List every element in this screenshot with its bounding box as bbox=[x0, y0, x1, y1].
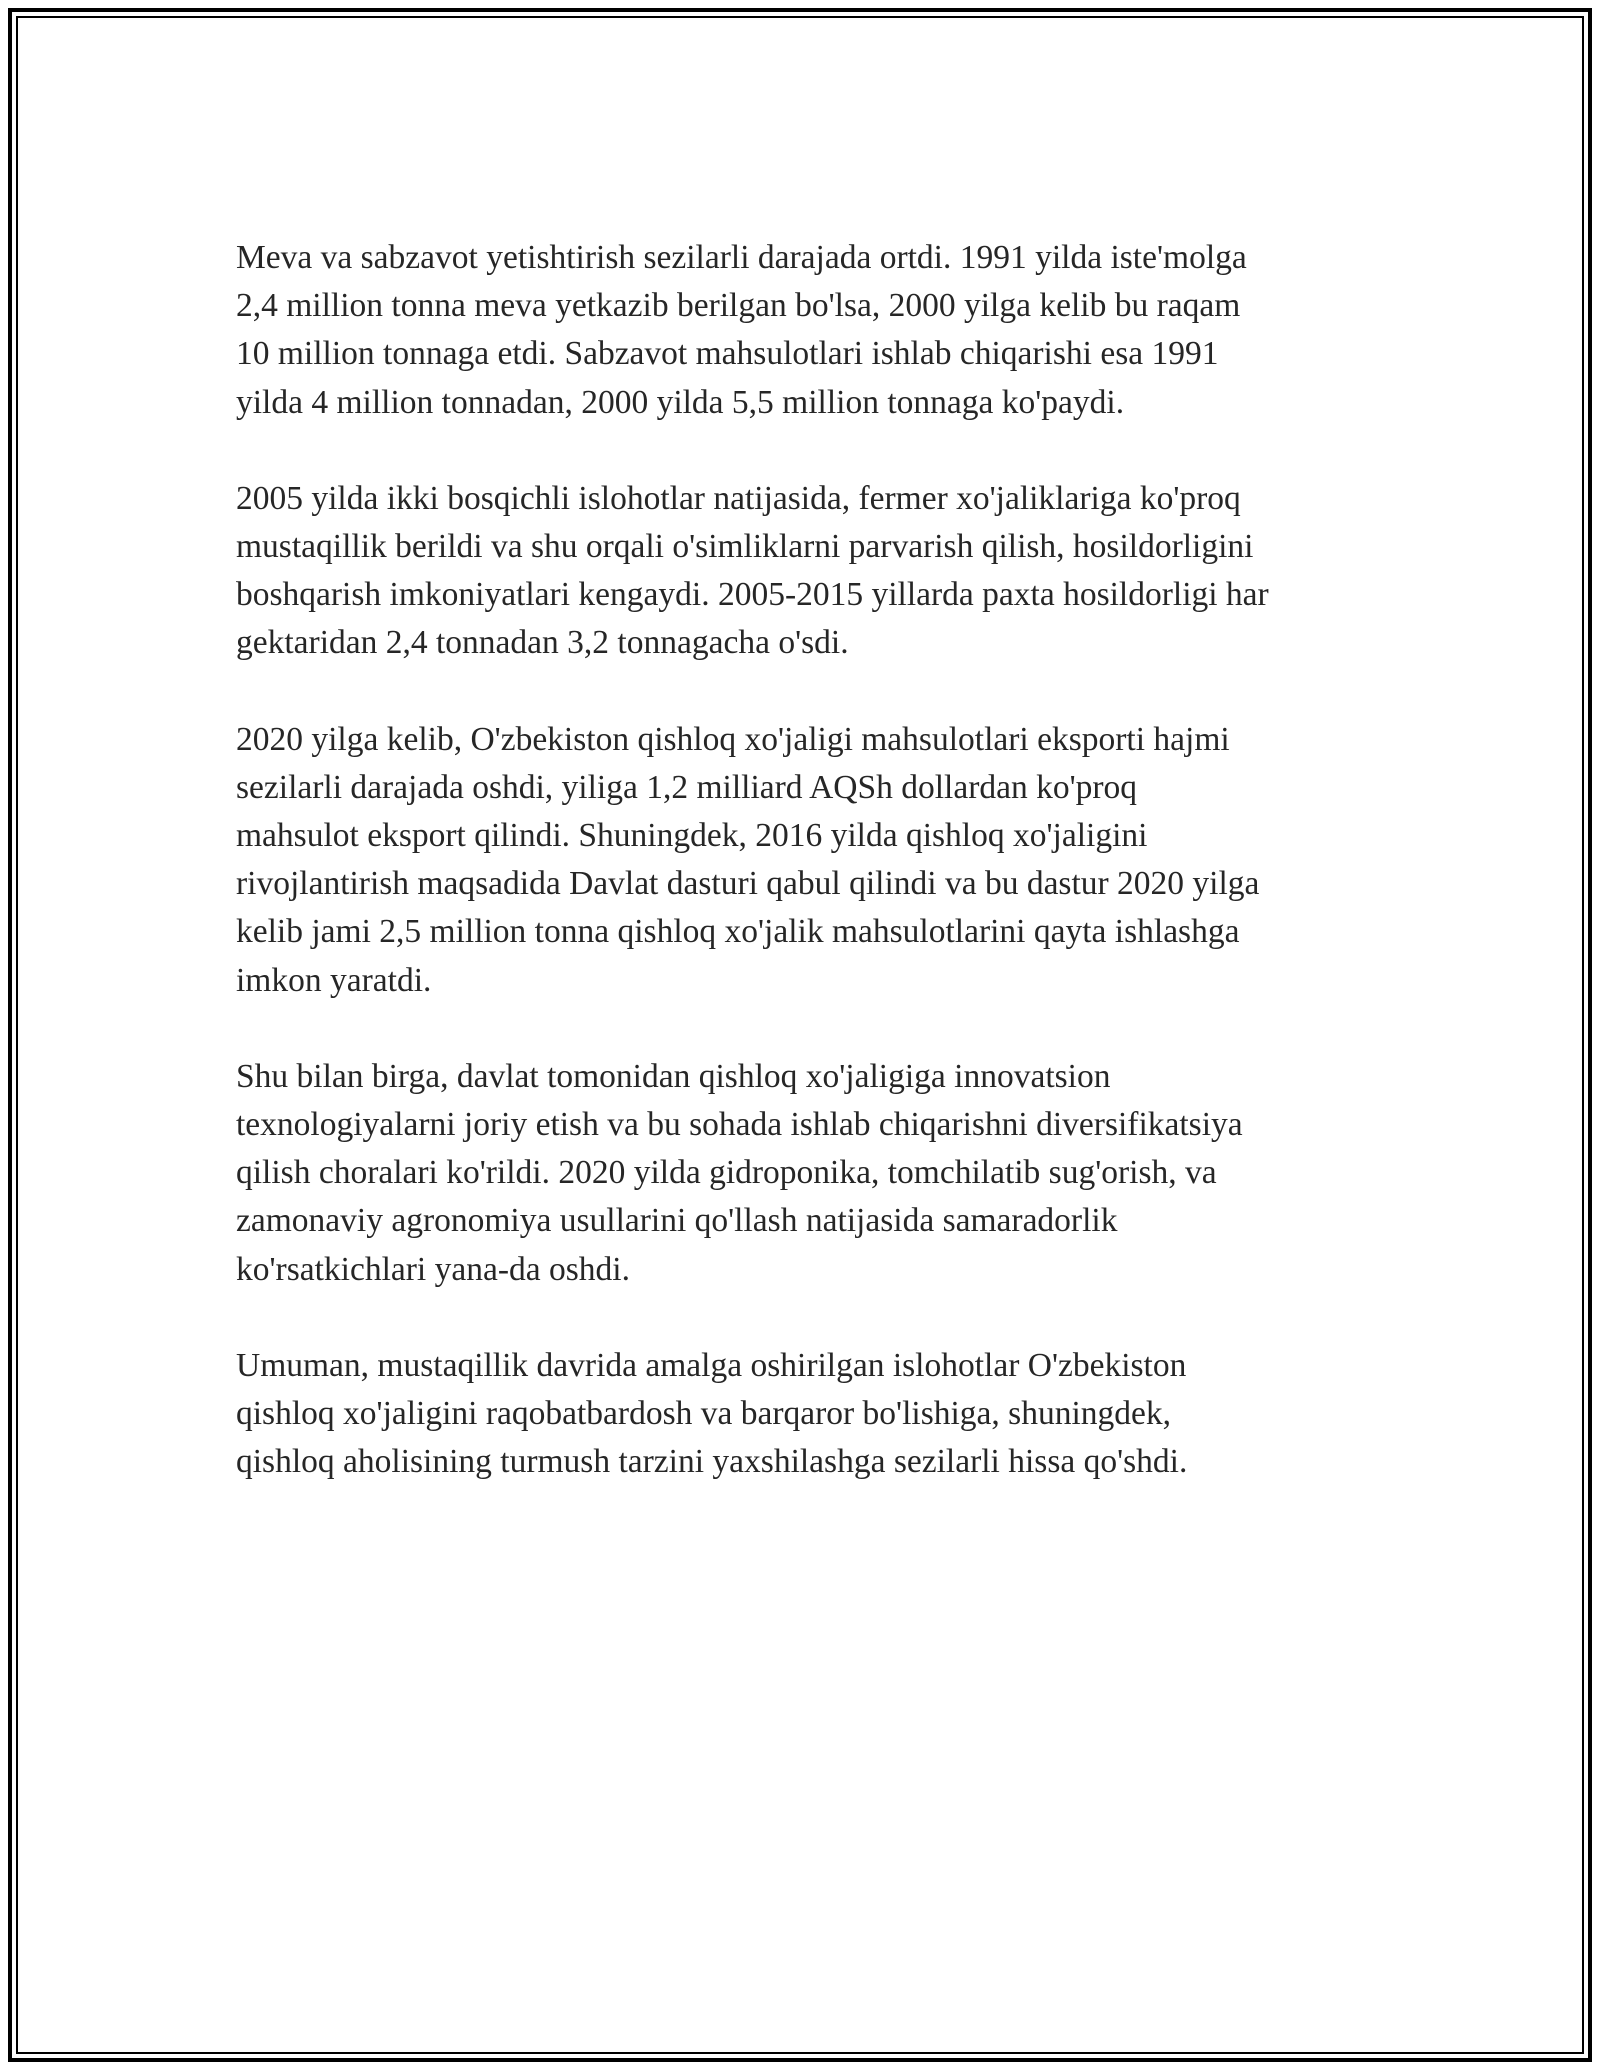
text-line: qilish choralari ko'rildi. 2020 yilda gidroponika, tomchilatib sug'orish, va bbox=[236, 1154, 1217, 1192]
text-line: mahsulot eksport qilindi. Shuningdek, 2016 yilda qishloq xo'jaligini bbox=[236, 817, 1148, 855]
text-line: 10 million tonnaga etdi. Sabzavot mahsulotlari ishlab chiqarishi esa 1991 bbox=[236, 335, 1219, 373]
text-line: yilda 4 million tonnadan, 2000 yilda 5,5 million tonnaga ko'paydi. bbox=[236, 383, 1125, 421]
text-line: 2005 yilda ikki bosqichli islohotlar natijasida, fermer xo'jaliklariga ko'proq bbox=[236, 479, 1241, 517]
paragraph-4 bbox=[236, 1053, 1376, 1294]
text-line: texnologiyalarni joriy etish va bu sohada ishlab chiqarishni diversifikatsiya bbox=[236, 1106, 1243, 1144]
text-line: zamonaviy agronomiya usullarini qo'llash natijasida samaradorlik bbox=[236, 1202, 1118, 1240]
paragraph-3 bbox=[236, 716, 1376, 1005]
text-line: kelib jami 2,5 million tonna qishloq xo'jalik mahsulotlarini qayta ishlashga bbox=[236, 913, 1240, 951]
text-line: Umuman, mustaqillik davrida amalga oshirilgan islohotlar O'zbekiston bbox=[236, 1346, 1187, 1384]
text-line: rivojlantirish maqsadida Davlat dasturi qabul qilindi va bu dastur 2020 yilga bbox=[236, 865, 1260, 903]
text-line: Shu bilan birga, davlat tomonidan qishloq xo'jaligiga innovatsion bbox=[236, 1057, 1111, 1095]
text-line: sezilarli darajada oshdi, yiliga 1,2 milliard AQSh dollardan ko'proq bbox=[236, 768, 1138, 806]
text-line: qishloq aholisining turmush tarzini yaxshilashga sezilarli hissa qo'shdi. bbox=[236, 1443, 1188, 1481]
text-line: imkon yaratdi. bbox=[236, 961, 432, 999]
paragraph-1 bbox=[236, 234, 1376, 427]
text-line: 2020 yilga kelib, O'zbekiston qishloq xo'jaligi mahsulotlari eksporti hajmi bbox=[236, 720, 1230, 758]
text-line: Meva va sabzavot yetishtirish sezilarli darajada ortdi. 1991 yilda iste'molga bbox=[236, 239, 1247, 276]
text-line: qishloq xo'jaligini raqobatbardosh va barqaror bo'lishiga, shuningdek, bbox=[236, 1395, 1172, 1433]
paragraph-2 bbox=[236, 475, 1376, 668]
paragraph-5 bbox=[236, 1342, 1376, 1487]
text-line: gektaridan 2,4 tonnadan 3,2 tonnagacha o'sdi. bbox=[236, 624, 849, 662]
text-line: boshqarish imkoniyatlari kengaydi. 2005-2015 yillarda paxta hosildorligi har bbox=[236, 576, 1269, 614]
document-body bbox=[236, 234, 1376, 1534]
text-line: ko'rsatkichlari yana-da oshdi. bbox=[236, 1250, 630, 1288]
text-line: mustaqillik berildi va shu orqali o'simliklarni parvarish qilish, hosildorligini bbox=[236, 528, 1254, 566]
text-line: 2,4 million tonna meva yetkazib berilgan bo'lsa, 2000 yilga kelib bu raqam bbox=[236, 287, 1241, 325]
